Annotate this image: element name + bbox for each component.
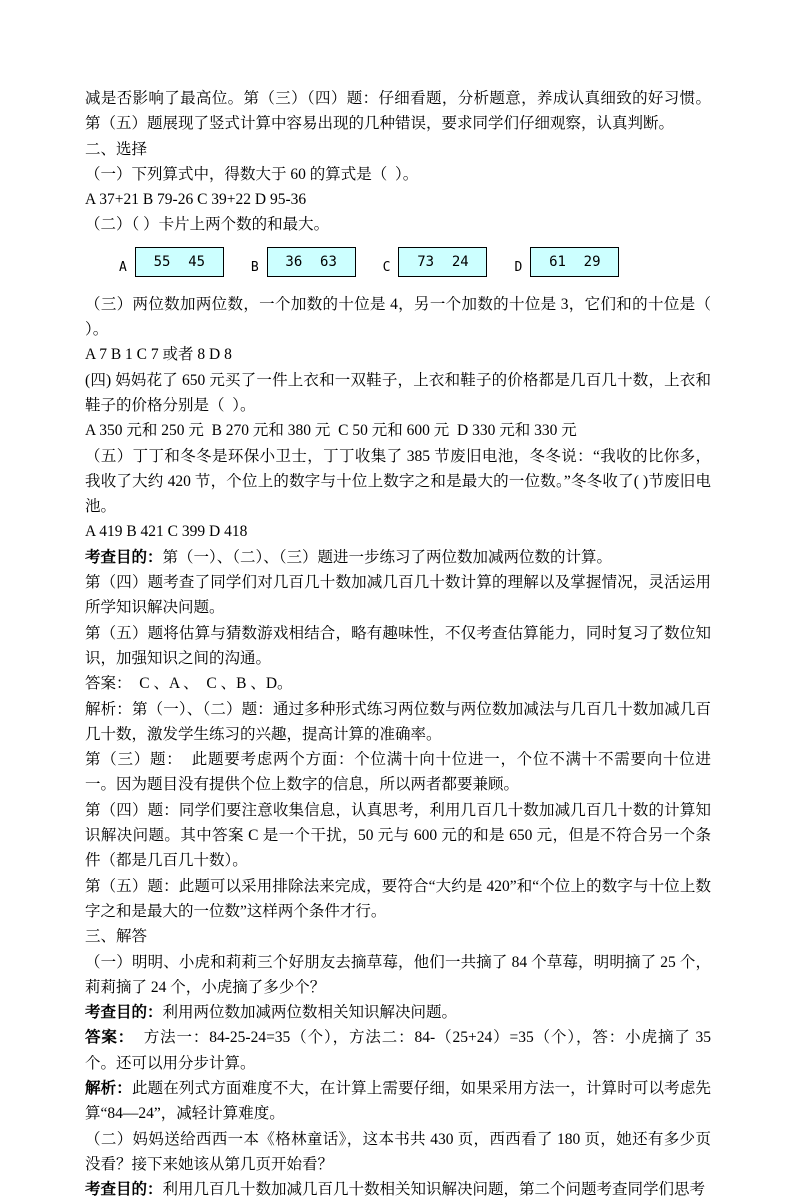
paragraph-text: （三）两位数加两位数，一个加数的十位是 4，另一个加数的十位是 3，它们和的十位是（ ）。 bbox=[85, 295, 715, 339]
exam-purpose-label: 考查目的： bbox=[85, 548, 163, 566]
paragraph-text: 利用几百几十数加减几百几十数相关知识解决问题，第二个问题考查同学们思考 bbox=[162, 1181, 706, 1199]
exam-purpose-q5-note bbox=[85, 621, 711, 672]
paragraph-text: 解析：第（一）、（二）题：通过多种形式练习两位数与两位数加减法与几百几十数加减几百几十数，激发学生练习的兴趣，提高计算的准确率。 bbox=[85, 700, 711, 743]
card-box-d bbox=[530, 247, 619, 277]
analysis-q1-q2 bbox=[85, 697, 711, 748]
card-d-number-2: 29 bbox=[583, 253, 601, 270]
exam-purpose-q4-note bbox=[85, 570, 711, 621]
paragraph-text: A 7 B 1 C 7 或者 8 D 8 bbox=[85, 346, 232, 364]
card-label-b: B bbox=[250, 259, 259, 275]
paragraph-text: A 419 B 421 C 399 D 418 bbox=[85, 523, 248, 541]
analysis-q3 bbox=[85, 747, 711, 798]
paragraph-text: 第（一）、（二）、（三）题进一步练习了两位数加减两位数的计算。 bbox=[162, 548, 613, 566]
paragraph-text: 第（四）题考查了同学们对几百几十数加减几百几十数计算的理解以及掌握情况，灵活运用所学知识解决问题。 bbox=[85, 574, 711, 617]
card-box-c bbox=[398, 247, 487, 277]
card-box-b bbox=[267, 247, 356, 277]
exam-purpose-label: 考查目的： bbox=[85, 1181, 163, 1199]
paragraph-text: A 37+21 B 79-26 C 39+22 D 95-36 bbox=[85, 191, 307, 209]
paragraph-text: 第（三）题： 此题要考虑两个方面：个位满十向十位进一，个位不满十不需要向十位进一。因为题目没有提供个位上数字的信息，所以两者都要兼顾。 bbox=[85, 751, 711, 794]
q2-card-figure bbox=[85, 238, 711, 292]
q4-text bbox=[85, 368, 711, 419]
q5-options bbox=[85, 519, 711, 544]
analysis-label: 解析： bbox=[85, 1079, 132, 1097]
section-3-heading bbox=[85, 924, 711, 949]
paragraph-text: （一）下列算式中，得数大于 60 的算式是（ ）。 bbox=[85, 165, 419, 183]
card-option-b bbox=[251, 247, 356, 277]
paragraph-text: （二）妈妈送给西西一本《格林童话》，这本书共 430 页，西西看了 180 页，她还有多少页没看？接下来她该从第几页开始看？ bbox=[85, 1130, 711, 1173]
card-a-number-1: 55 bbox=[153, 253, 171, 270]
answer-label: 答案： bbox=[85, 1029, 135, 1047]
analysis-q5 bbox=[85, 874, 711, 925]
answers-line bbox=[85, 671, 711, 696]
q4-options bbox=[85, 418, 711, 443]
q2-text bbox=[85, 212, 711, 237]
exam-purpose-label: 考查目的： bbox=[85, 1004, 163, 1022]
exam-purpose-choice bbox=[85, 545, 711, 570]
section-2-heading bbox=[85, 137, 711, 162]
paragraph-text: 三、解答 bbox=[85, 928, 148, 946]
solve-q1-analysis bbox=[85, 1076, 711, 1127]
card-c-number-1: 73 bbox=[417, 253, 435, 270]
paragraph-text: A 350 元和 250 元 B 270 元和 380 元 C 50 元和 600 元 D 330 元和 330 元 bbox=[85, 422, 577, 440]
solve-q2-text bbox=[85, 1127, 711, 1178]
paragraph-text: 减是否影响了最高位。第（三）（四）题：仔细看题，分析题意，养成认真细致的好习惯。第（五）题展现了竖式计算中容易出现的几种错误，要求同学们仔细观察，认真判断。 bbox=[85, 90, 711, 133]
q1-options bbox=[85, 187, 711, 212]
paragraph-text: 方法一：84-25-24=35（个），方法二：84-（25+24）=35（个），答：小虎摘了 35 个。还可以用分步计算。 bbox=[85, 1029, 715, 1072]
paragraph-text: 此题在列式方面难度不大，在计算上需要仔细，如果采用方法一，计算时可以考虑先算“84—24”，减轻计算难度。 bbox=[85, 1079, 711, 1123]
card-b-number-1: 36 bbox=[285, 253, 303, 270]
paragraph-text: （二）（ ）卡片上两个数的和最大。 bbox=[85, 216, 330, 234]
card-label-d: D bbox=[514, 259, 523, 275]
paragraph-text: 第（四）题：同学们要注意收集信息，认真思考，利用几百几十数加减几百几十数的计算知识解决问题。其中答案 C 是一个干扰，50 元与 600 元的和是 650 元，但是不符合另一个条件（都是几百几十数）。 bbox=[85, 801, 711, 870]
card-label-a: A bbox=[119, 259, 127, 275]
intro-analysis-text bbox=[85, 86, 711, 137]
card-a-number-2: 45 bbox=[188, 253, 206, 270]
q3-options bbox=[85, 342, 711, 367]
card-option-a bbox=[119, 247, 224, 277]
analysis-q4 bbox=[85, 798, 711, 874]
card-b-number-2: 63 bbox=[320, 253, 337, 270]
paragraph-text: 第（五）题：此题可以采用排除法来完成，要符合“大约是 420”和“个位上的数字与十位上数字之和是最大的一位数”这样两个条件才行。 bbox=[85, 877, 711, 920]
q1-text bbox=[85, 162, 711, 187]
q3-text bbox=[85, 292, 715, 343]
solve-q1-text bbox=[85, 950, 711, 1001]
solve-q1-answer bbox=[85, 1025, 715, 1076]
paragraph-text: （一）明明、小虎和莉莉三个好朋友去摘草莓，他们一共摘了 84 个草莓，明明摘了 25 个，莉莉摘了 24 个，小虎摘了多少个？ bbox=[85, 953, 711, 996]
paragraph-text: 二、选择 bbox=[85, 140, 148, 158]
card-box-a bbox=[135, 247, 224, 277]
card-d-number-1: 61 bbox=[549, 253, 566, 270]
paragraph-text: 第（五）题将估算与猜数游戏相结合，略有趣味性，不仅考查估算能力，同时复习了数位知识，加强知识之间的沟通。 bbox=[85, 624, 711, 667]
card-label-c: C bbox=[382, 259, 391, 275]
card-c-number-2: 24 bbox=[451, 253, 469, 270]
solve-q1-purpose bbox=[85, 1000, 711, 1025]
solve-q2-purpose bbox=[85, 1177, 711, 1202]
paragraph-text: 答案： C 、A 、 C 、B 、D。 bbox=[85, 675, 293, 693]
paragraph-text: （五）丁丁和冬冬是环保小卫士，丁丁收集了 385 节废旧电池，冬冬说：“我收的比你多，我收了大约 420 节，个位上的数字与十位上数字之和是最大的一位数。”冬冬收了( )节废旧电池。 bbox=[85, 447, 711, 516]
paragraph-text: (四) 妈妈花了 650 元买了一件上衣和一双鞋子，上衣和鞋子的价格都是几百几十数，上衣和鞋子的价格分别是（ ）。 bbox=[85, 371, 711, 414]
card-option-c bbox=[383, 247, 488, 277]
card-option-d bbox=[514, 247, 619, 277]
paragraph-text: 利用两位数加减两位数相关知识解决问题。 bbox=[162, 1004, 458, 1022]
q5-text bbox=[85, 444, 711, 520]
